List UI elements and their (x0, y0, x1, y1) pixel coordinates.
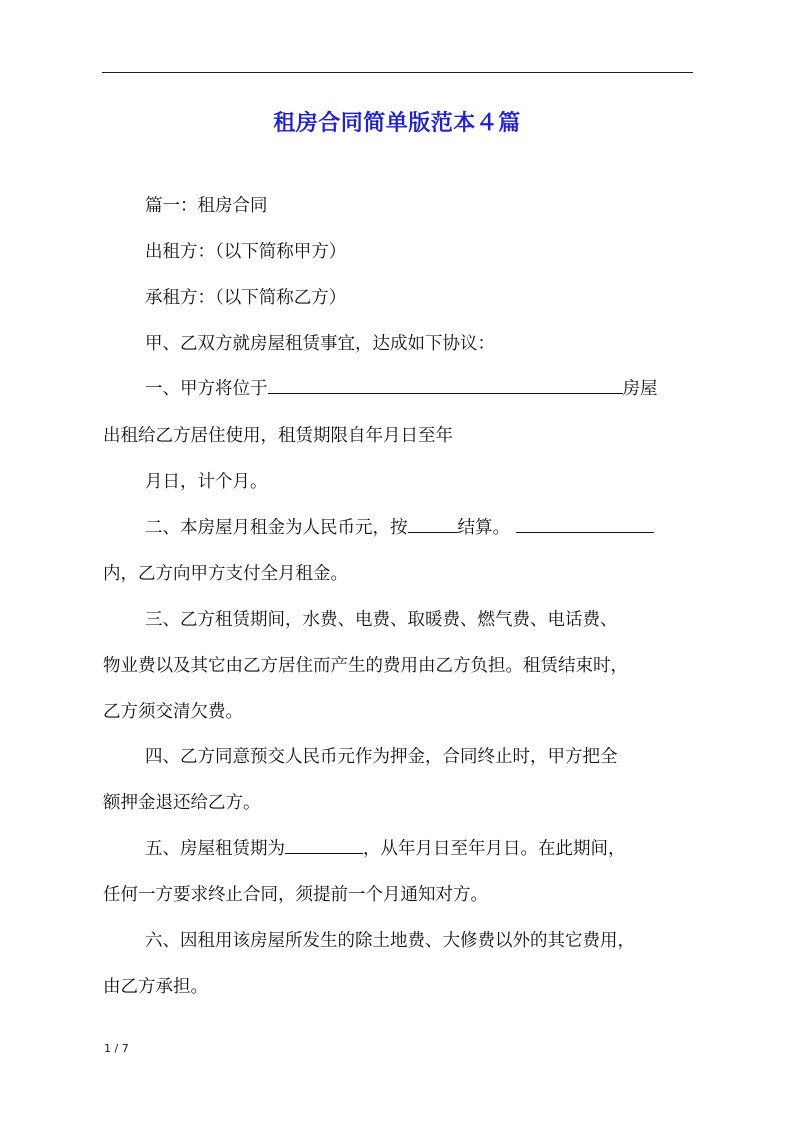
lessee-line: 承租方：（以下简称乙方） (145, 288, 347, 308)
page-number: 1 / 7 (104, 1042, 129, 1055)
clause-1-text-a: 一、甲方将位于 (145, 379, 268, 399)
clause-2-text-b: 结算。 (457, 518, 510, 538)
document-title: 租房合同简单版范本４篇 (273, 111, 521, 136)
clause-1-line-2: 出租给乙方居住使用，租赁期限自年月日至年 (103, 426, 453, 446)
clause-2-line-2: 内，乙方向甲方支付全月租金。 (103, 564, 348, 584)
clause-1-line-3: 月日，计个月。 (145, 472, 268, 492)
payment-method-blank (408, 531, 458, 533)
clause-5-text-a: 五、房屋租赁期为 (145, 839, 285, 859)
clause-6-line-2: 由乙方承担。 (103, 977, 208, 997)
clause-1-text-b: 房屋 (622, 379, 658, 399)
clause-6-line-1: 六、因租用该房屋所发生的除土地费、大修费以外的其它费用， (145, 931, 635, 951)
clause-3-line-1: 三、乙方租赁期间，水费、电费、取暖费、燃气费、电话费、 (145, 610, 618, 630)
agreement-intro: 甲、乙双方就房屋租赁事宜，达成如下协议： (145, 334, 495, 354)
clause-5-line-2: 任何一方要求终止合同，须提前一个月通知对方。 (103, 885, 488, 905)
header-rule (102, 72, 693, 73)
clause-3-line-3: 乙方须交清欠费。 (103, 702, 243, 722)
lease-term-blank (285, 852, 363, 854)
clause-5-text-b: ，从年月日至年月日。在此期间， (363, 839, 626, 859)
section-heading: 篇一：租房合同 (145, 196, 268, 216)
clause-4-line-1: 四、乙方同意预交人民币元作为押金，合同终止时，甲方把全 (145, 747, 618, 767)
clause-5-line-1 (145, 837, 626, 861)
clause-4-line-2: 额押金退还给乙方。 (103, 793, 261, 813)
clause-3-line-2: 物业费以及其它由乙方居住而产生的费用由乙方负担。租赁结束时， (103, 656, 628, 676)
payment-date-blank (516, 531, 654, 533)
address-blank (268, 392, 623, 394)
clause-1-line-1 (145, 377, 658, 401)
clause-2-line-1 (145, 516, 654, 540)
lessor-line: 出租方：（以下简称甲方） (145, 242, 347, 262)
clause-2-text-a: 二、本房屋月租金为人民币元，按 (145, 518, 408, 538)
